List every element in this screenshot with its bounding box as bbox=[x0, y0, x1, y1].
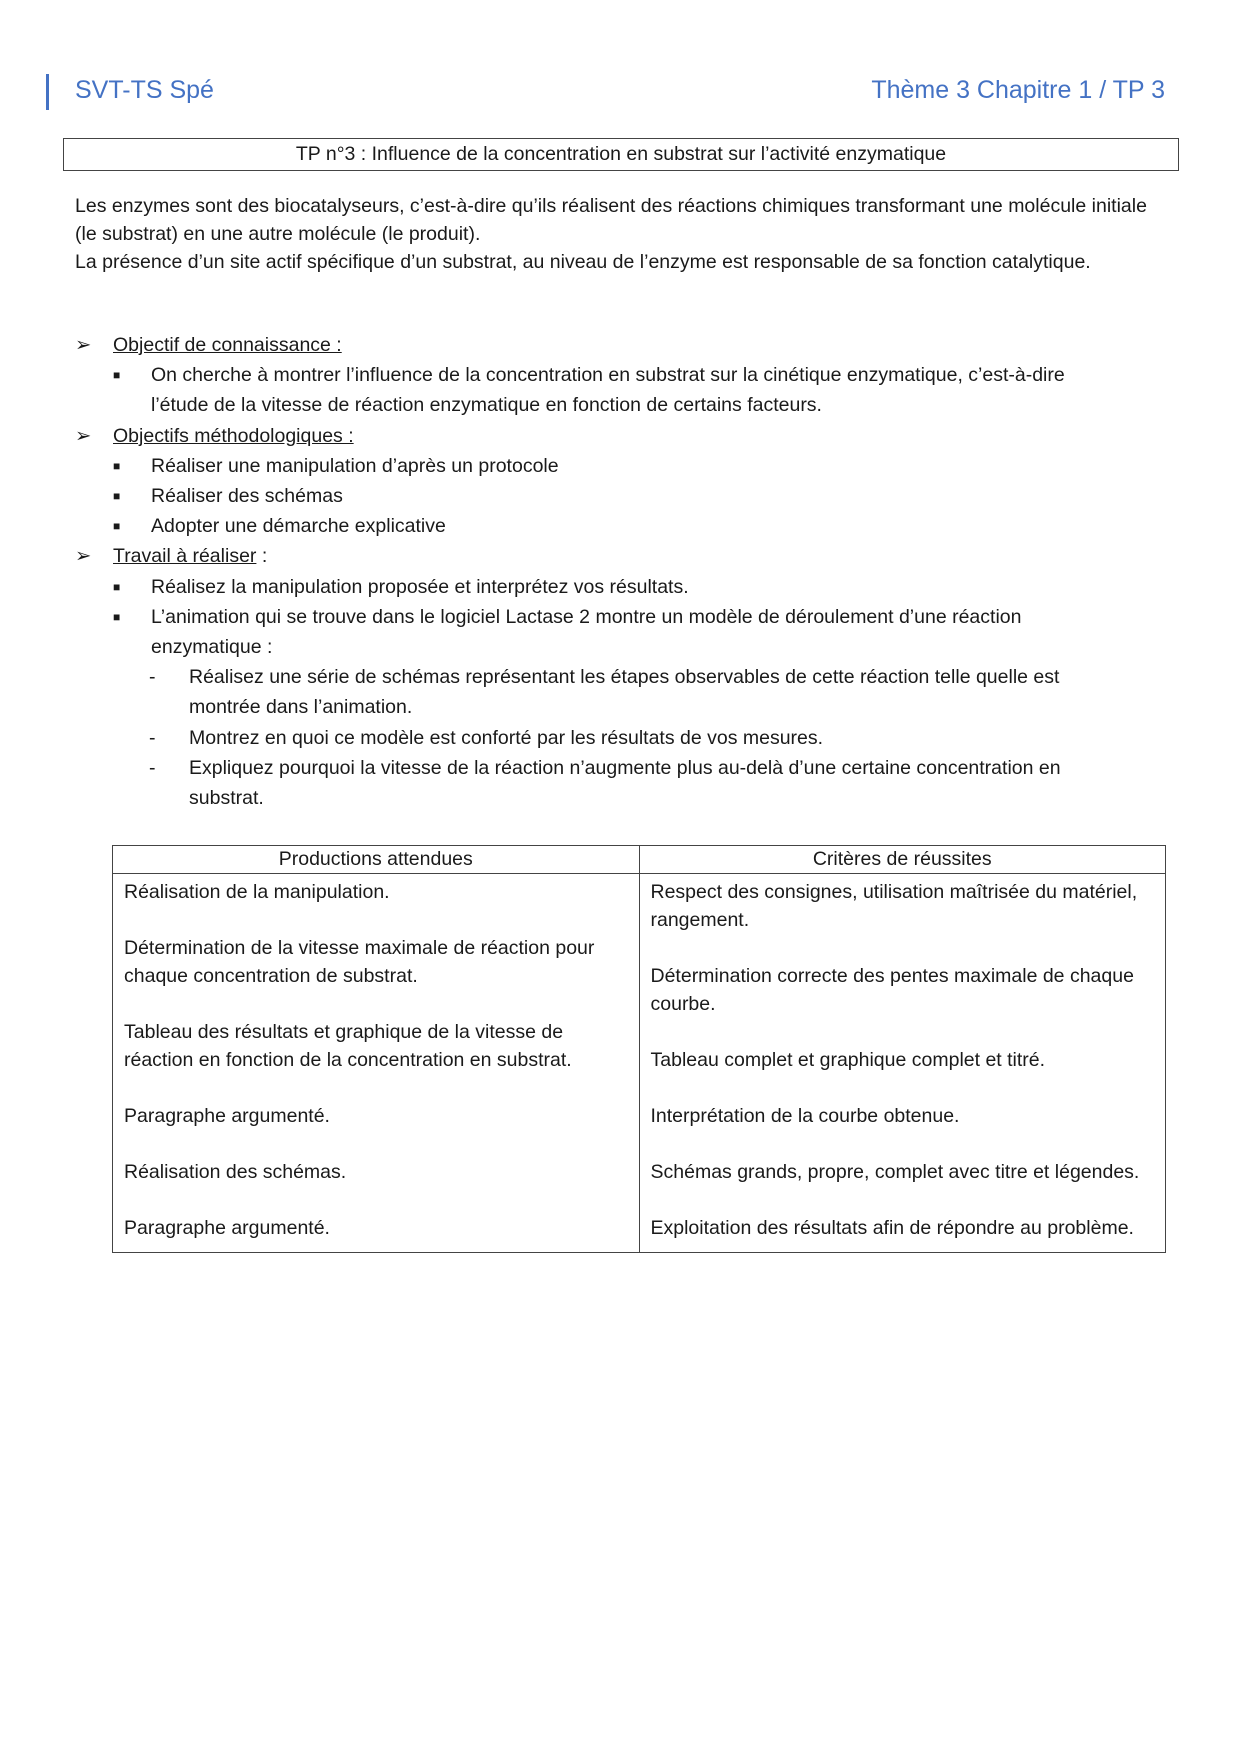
list-item-continuation: l’étude de la vitesse de réaction enzymatique en fonction de certains facteurs. bbox=[151, 394, 822, 417]
square-bullet-icon: ■ bbox=[113, 579, 121, 594]
arrow-bullet-icon: ➢ bbox=[75, 545, 92, 568]
intro-paragraph: La présence d’un site actif spécifique d’un substrat, au niveau de l’enzyme est responsable de sa fonction catalytique. bbox=[75, 251, 1091, 273]
list-item: ■ Réaliser une manipulation d’après un protocole bbox=[75, 451, 1165, 481]
square-bullet-icon: ■ bbox=[113, 519, 121, 534]
sub-list-item-continuation: substrat. bbox=[189, 787, 264, 810]
dash-bullet-icon: - bbox=[149, 756, 156, 779]
sub-list-item: - Réalisez une série de schémas représentant les étapes observables de cette réaction telle quelle est bbox=[75, 662, 1165, 692]
header-course: SVT-TS Spé bbox=[75, 76, 214, 104]
productions-cell bbox=[113, 874, 640, 1253]
sub-list-item: - Montrez en quoi ce modèle est conforté par les résultats de vos mesures. bbox=[75, 723, 1165, 753]
production-item: Tableau des résultats et graphique de la vitesse de réaction en fonction de la concentration en substrat. bbox=[124, 1021, 572, 1071]
list-item: ■ Réalisez la manipulation proposée et interprétez vos résultats. bbox=[75, 572, 1165, 602]
section-heading: ➢ Objectifs méthodologiques : bbox=[75, 421, 1165, 451]
list-item: ■ Réaliser des schémas bbox=[75, 481, 1165, 511]
critere-item: Exploitation des résultats afin de répondre au problème. bbox=[650, 1217, 1134, 1239]
dash-bullet-icon: - bbox=[149, 666, 156, 689]
square-bullet-icon: ■ bbox=[113, 489, 121, 504]
critere-item: Interprétation de la courbe obtenue. bbox=[650, 1105, 960, 1127]
table-row bbox=[113, 874, 1166, 1253]
section-heading: ➢ Travail à réaliser : bbox=[75, 541, 1165, 571]
column-header-productions: Productions attendues bbox=[113, 846, 640, 874]
intro-text bbox=[75, 192, 1165, 276]
critere-item: Respect des consignes, utilisation maîtrisée du matériel, rangement. bbox=[650, 881, 1138, 931]
section-heading: ➢ Objectif de connaissance : bbox=[75, 330, 1165, 360]
list-item: ■ On cherche à montrer l’influence de la concentration en substrat sur la cinétique enzymatique, c’est-à-dire bbox=[75, 360, 1165, 390]
production-item: Réalisation des schémas. bbox=[124, 1161, 347, 1183]
intro-paragraph: Les enzymes sont des biocatalyseurs, c’est-à-dire qu’ils réalisent des réactions chimiques transformant une molécule initiale (le substrat) en une autre molécule (le produit). bbox=[75, 195, 1147, 245]
sub-list-item: - Expliquez pourquoi la vitesse de la réaction n’augmente plus au-delà d’une certaine concentration en bbox=[75, 753, 1165, 783]
sub-list-item-continuation: montrée dans l’animation. bbox=[189, 696, 413, 719]
column-header-criteres: Critères de réussites bbox=[639, 846, 1166, 874]
criteria-table bbox=[112, 845, 1166, 1253]
square-bullet-icon: ■ bbox=[113, 368, 121, 383]
list-item-continuation: enzymatique : bbox=[151, 636, 273, 659]
production-item: Paragraphe argumenté. bbox=[124, 1217, 330, 1239]
page-title: TP n°3 : Influence de la concentration en substrat sur l’activité enzymatique bbox=[63, 138, 1179, 171]
square-bullet-icon: ■ bbox=[113, 458, 121, 473]
critere-item: Schémas grands, propre, complet avec titre et légendes. bbox=[650, 1161, 1140, 1183]
production-item: Paragraphe argumenté. bbox=[124, 1105, 330, 1127]
critere-item: Détermination correcte des pentes maximale de chaque courbe. bbox=[650, 965, 1134, 1015]
header-chapter: Thème 3 Chapitre 1 / TP 3 bbox=[871, 76, 1165, 104]
objectives-outline bbox=[75, 330, 1165, 813]
production-item: Détermination de la vitesse maximale de réaction pour chaque concentration de substrat. bbox=[124, 937, 595, 987]
arrow-bullet-icon: ➢ bbox=[75, 334, 92, 356]
criteres-cell bbox=[639, 874, 1166, 1253]
table-header-row bbox=[113, 846, 1166, 874]
dash-bullet-icon: - bbox=[149, 726, 156, 749]
arrow-bullet-icon: ➢ bbox=[75, 424, 92, 447]
list-item: ■ Adopter une démarche explicative bbox=[75, 511, 1165, 541]
square-bullet-icon: ■ bbox=[113, 609, 121, 624]
header-accent-bar bbox=[46, 74, 49, 110]
production-item: Réalisation de la manipulation. bbox=[124, 881, 390, 903]
critere-item: Tableau complet et graphique complet et titré. bbox=[650, 1049, 1046, 1071]
list-item: ■ L’animation qui se trouve dans le logiciel Lactase 2 montre un modèle de déroulement d’une réaction bbox=[75, 602, 1165, 632]
